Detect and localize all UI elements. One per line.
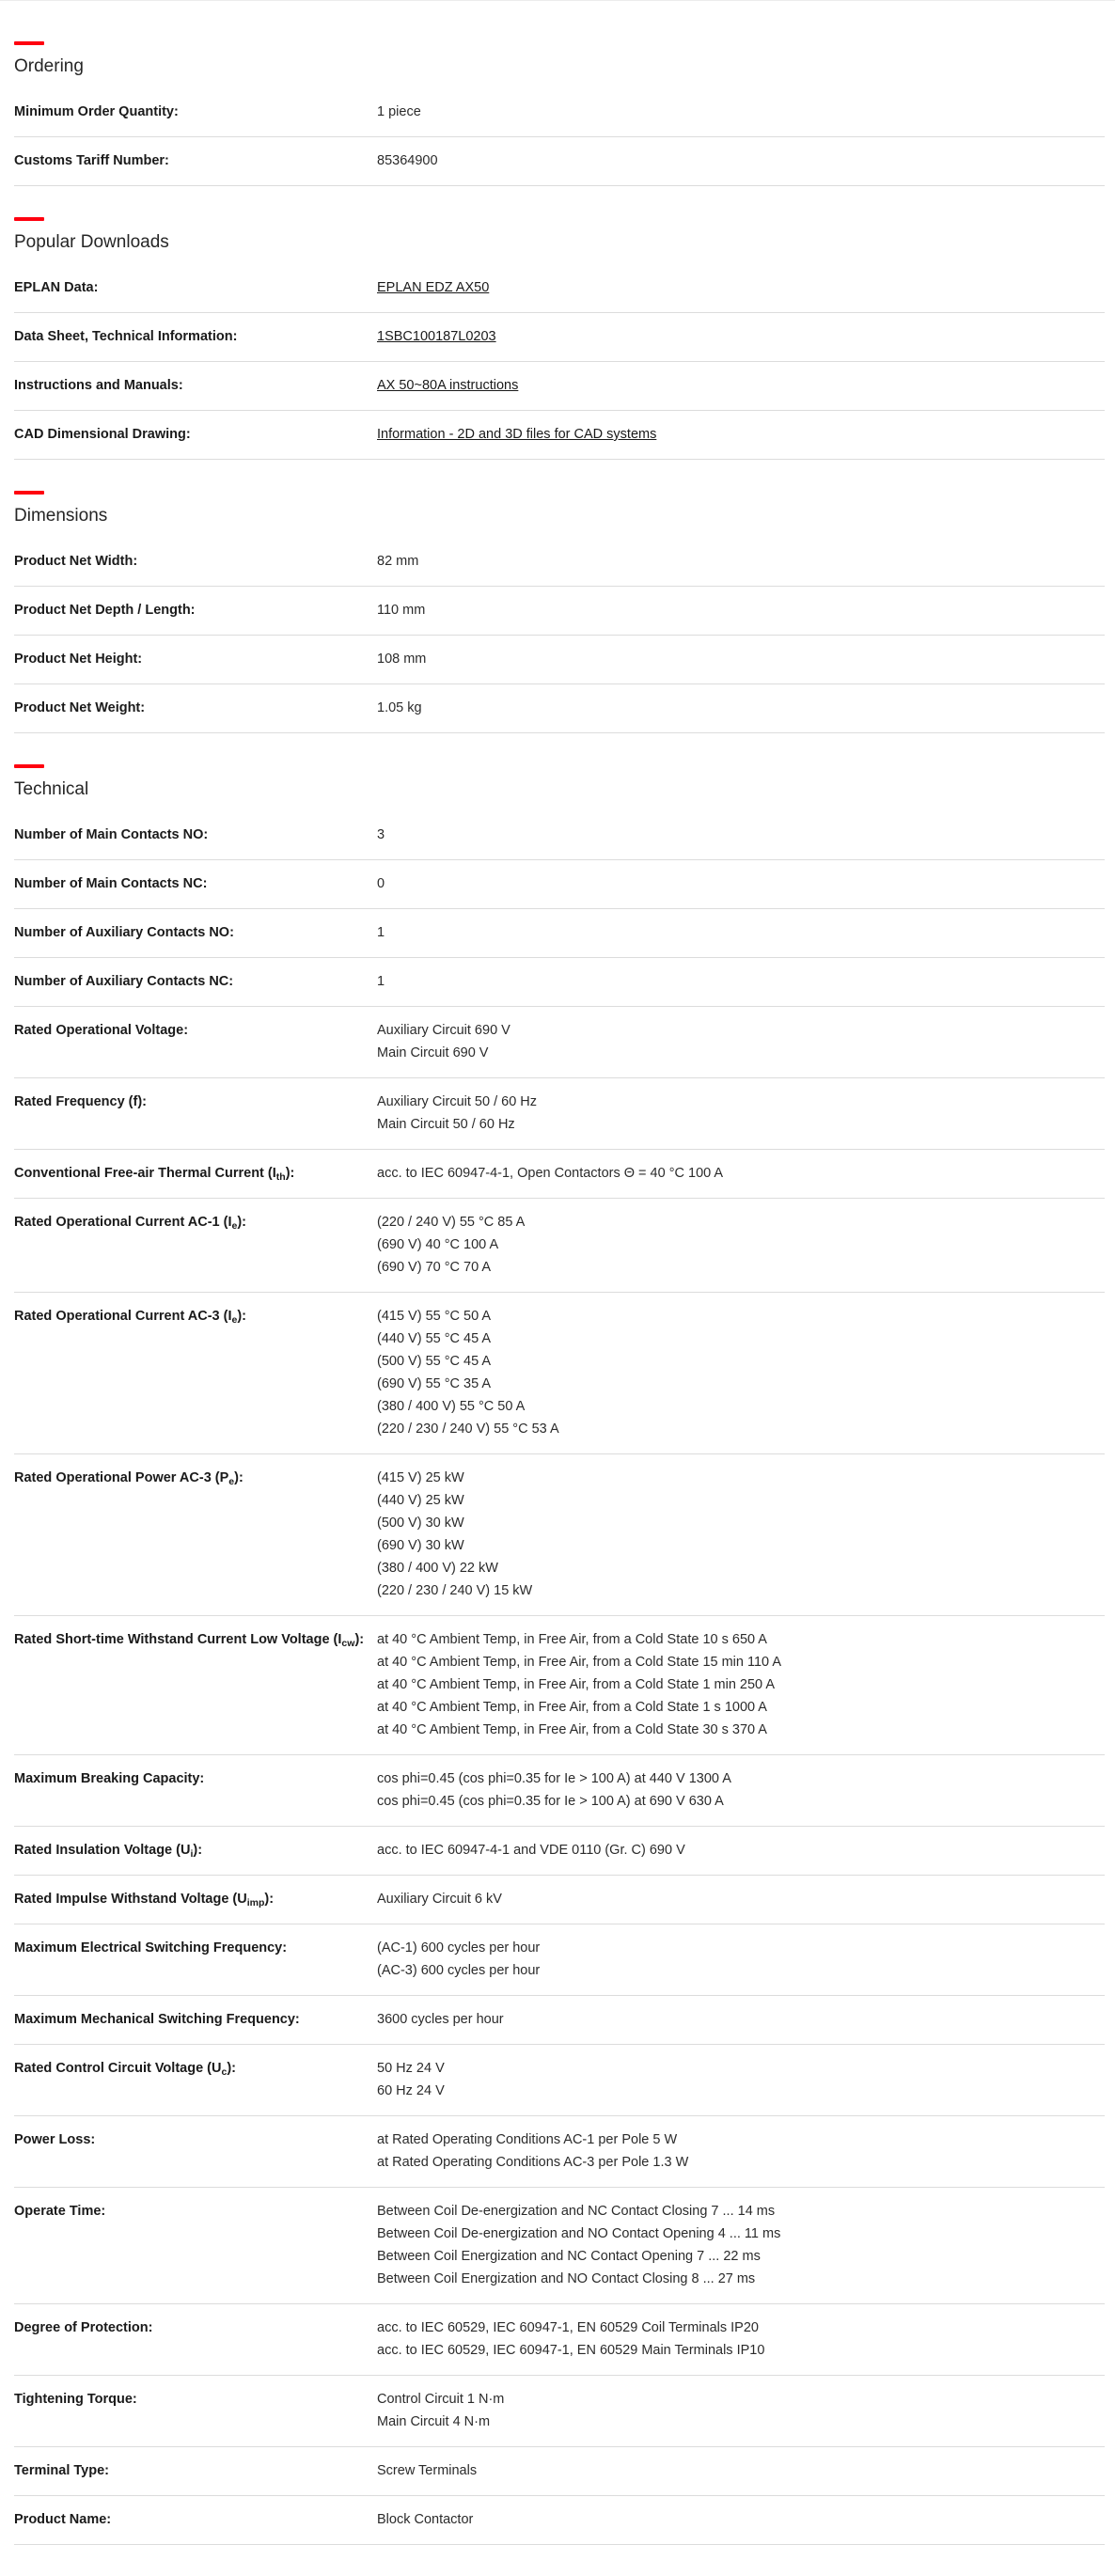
spec-label — [14, 101, 377, 123]
spec-label-text: Minimum Order Quantity: — [14, 104, 179, 119]
spec-label-text: Maximum Electrical Switching Frequency: — [14, 1940, 288, 1956]
spec-label-text: Tightening Torque: — [14, 2392, 137, 2407]
spec-value: acc. to IEC 60947-4-1 and VDE 0110 (Gr. C) 690 V — [377, 1843, 685, 1858]
spec-value: at 40 °C Ambient Temp, in Free Air, from a Cold State 1 s 1000 A — [377, 1700, 767, 1715]
spec-label — [14, 1467, 377, 1602]
spec-row — [14, 411, 1105, 460]
spec-value: 82 mm — [377, 554, 419, 569]
spec-values — [377, 1467, 1105, 1602]
spec-values — [377, 1767, 1105, 1813]
spec-values — [377, 149, 1105, 172]
spec-label-suffix: ): — [193, 1843, 203, 1858]
spec-label — [14, 2508, 377, 2531]
spec-value: acc. to IEC 60529, IEC 60947-1, EN 60529 Coil Terminals IP20 — [377, 2320, 759, 2335]
spec-value: 110 mm — [377, 603, 426, 618]
section-accent-bar — [14, 41, 44, 45]
spec-value: (220 / 230 / 240 V) 55 °C 53 A — [377, 1422, 559, 1437]
spec-value: Between Coil Energization and NO Contact Closing 8 ... 27 ms — [377, 2271, 756, 2286]
spec-label-text: Product Net Width: — [14, 554, 138, 569]
spec-row — [14, 137, 1105, 186]
spec-value: 60 Hz 24 V — [377, 2083, 445, 2098]
spec-row — [14, 1293, 1105, 1454]
spec-label-text: Number of Auxiliary Contacts NC: — [14, 974, 234, 989]
spec-label-text: EPLAN Data: — [14, 280, 99, 295]
spec-value: 50 Hz 24 V — [377, 2061, 445, 2076]
spec-row — [14, 636, 1105, 684]
spec-values — [377, 374, 1105, 397]
spec-value: (690 V) 40 °C 100 A — [377, 1237, 499, 1252]
spec-label — [14, 1628, 377, 1741]
spec-label-subscript: cw — [341, 1638, 355, 1649]
spec-value: (690 V) 70 °C 70 A — [377, 1260, 492, 1275]
spec-value: 85364900 — [377, 153, 438, 168]
spec-label — [14, 2057, 377, 2102]
spec-label-text: Rated Operational Voltage: — [14, 1023, 189, 1038]
spec-row — [14, 538, 1105, 587]
spec-row — [14, 909, 1105, 958]
spec-row — [14, 958, 1105, 1007]
spec-row — [14, 1007, 1105, 1078]
spec-values — [377, 423, 1105, 446]
spec-label — [14, 1305, 377, 1440]
spec-values — [377, 1305, 1105, 1440]
spec-label-subscript: c — [221, 2066, 228, 2078]
spec-row — [14, 2116, 1105, 2188]
spec-label-text: Number of Main Contacts NC: — [14, 876, 208, 891]
spec-value: 1 — [377, 925, 385, 940]
spec-label — [14, 697, 377, 719]
spec-label-text: Rated Operational Current AC-1 (I — [14, 1215, 232, 1230]
spec-values — [377, 2317, 1105, 2362]
spec-value: (440 V) 25 kW — [377, 1493, 464, 1508]
spec-label-text: Degree of Protection: — [14, 2320, 153, 2335]
spec-values — [377, 1839, 1105, 1861]
spec-label — [14, 2317, 377, 2362]
spec-value: acc. to IEC 60529, IEC 60947-1, EN 60529 Main Terminals IP10 — [377, 2343, 765, 2358]
spec-row — [14, 1876, 1105, 1924]
spec-label-subscript: th — [275, 1171, 286, 1183]
spec-label — [14, 1211, 377, 1279]
spec-label-text: Number of Auxiliary Contacts NO: — [14, 925, 234, 940]
spec-label-suffix: ): — [285, 1166, 295, 1181]
spec-label-suffix: ): — [237, 1309, 247, 1324]
spec-label-suffix: ): — [237, 1215, 247, 1230]
spec-values — [377, 2128, 1105, 2174]
spec-values — [377, 921, 1105, 944]
spec-label — [14, 276, 377, 299]
spec-values — [377, 2459, 1105, 2482]
spec-label — [14, 1767, 377, 1813]
spec-row — [14, 1150, 1105, 1199]
spec-values — [377, 2200, 1105, 2290]
spec-values — [377, 2008, 1105, 2031]
spec-values — [377, 550, 1105, 573]
spec-label — [14, 423, 377, 446]
spec-values — [377, 101, 1105, 123]
spec-value: Between Coil De-energization and NO Contact Opening 4 ... 11 ms — [377, 2226, 781, 2241]
spec-label-text: Product Name: — [14, 2512, 112, 2527]
spec-label — [14, 1839, 377, 1861]
spec-label-text: Customs Tariff Number: — [14, 153, 169, 168]
spec-row — [14, 1199, 1105, 1293]
spec-label-text: Terminal Type: — [14, 2463, 109, 2478]
section-ordering — [14, 41, 1105, 186]
spec-label-subscript: e — [231, 1220, 238, 1232]
spec-values — [377, 1019, 1105, 1064]
spec-label-text: Rated Operational Current AC-3 (I — [14, 1309, 232, 1324]
spec-value: at 40 °C Ambient Temp, in Free Air, from a Cold State 1 min 250 A — [377, 1677, 776, 1692]
spec-label-suffix: ): — [264, 1892, 275, 1907]
spec-values — [377, 1937, 1105, 1982]
spec-row — [14, 2304, 1105, 2376]
spec-row — [14, 587, 1105, 636]
section-dimensions — [14, 491, 1105, 733]
spec-values — [377, 2388, 1105, 2433]
spec-value: 108 mm — [377, 652, 427, 667]
spec-value: (AC-3) 600 cycles per hour — [377, 1963, 541, 1978]
spec-row — [14, 1755, 1105, 1827]
spec-row — [14, 264, 1105, 313]
spec-value: 0 — [377, 876, 385, 891]
download-link[interactable]: AX 50~80A instructions — [377, 378, 519, 393]
spec-value: Auxiliary Circuit 690 V — [377, 1023, 510, 1038]
spec-label-text: Number of Main Contacts NO: — [14, 827, 209, 842]
spec-values — [377, 1888, 1105, 1910]
spec-label-text: Rated Short-time Withstand Current Low Voltage (I — [14, 1632, 342, 1647]
spec-label — [14, 550, 377, 573]
spec-row — [14, 362, 1105, 411]
spec-values — [377, 1628, 1105, 1741]
spec-row — [14, 811, 1105, 860]
download-link[interactable]: Information - 2D and 3D files for CAD systems — [377, 427, 657, 442]
top-divider — [0, 0, 1115, 1]
spec-value: acc. to IEC 60947-4-1, Open Contactors Θ = 40 °C 100 A — [377, 1166, 724, 1181]
spec-values — [377, 970, 1105, 993]
spec-label — [14, 149, 377, 172]
spec-values — [377, 325, 1105, 348]
spec-label — [14, 2200, 377, 2290]
section-title: Dimensions — [14, 506, 108, 526]
spec-label — [14, 648, 377, 670]
download-link[interactable]: 1SBC100187L0203 — [377, 329, 496, 344]
spec-label — [14, 921, 377, 944]
spec-label-subscript: imp — [246, 1897, 265, 1908]
spec-label-text: Product Net Weight: — [14, 700, 146, 715]
spec-row — [14, 1996, 1105, 2045]
download-link[interactable]: EPLAN EDZ AX50 — [377, 280, 490, 295]
spec-label-text: Rated Control Circuit Voltage (U — [14, 2061, 222, 2076]
spec-value: (380 / 400 V) 22 kW — [377, 1561, 498, 1576]
spec-label-text: CAD Dimensional Drawing: — [14, 427, 191, 442]
spec-value: Between Coil Energization and NC Contact Opening 7 ... 22 ms — [377, 2249, 761, 2264]
spec-label — [14, 824, 377, 846]
section-technical — [14, 764, 1105, 2545]
spec-value: at 40 °C Ambient Temp, in Free Air, from a Cold State 10 s 650 A — [377, 1632, 767, 1647]
spec-label — [14, 970, 377, 993]
spec-value: Main Circuit 50 / 60 Hz — [377, 1117, 515, 1132]
spec-value: Main Circuit 690 V — [377, 1045, 489, 1060]
spec-label-text: Operate Time: — [14, 2204, 106, 2219]
section-title: Ordering — [14, 56, 84, 76]
section-title: Popular Downloads — [14, 232, 169, 252]
spec-label-subscript: e — [231, 1314, 238, 1326]
spec-label-text: Conventional Free-air Thermal Current (I — [14, 1166, 276, 1181]
spec-value: Control Circuit 1 N·m — [377, 2392, 505, 2407]
spec-value: 1 piece — [377, 104, 421, 119]
spec-label-text: Power Loss: — [14, 2132, 96, 2147]
spec-label — [14, 872, 377, 895]
spec-values — [377, 599, 1105, 621]
spec-label-suffix: ): — [227, 2061, 236, 2076]
section-accent-bar — [14, 491, 44, 495]
spec-value: (AC-1) 600 cycles per hour — [377, 1940, 541, 1956]
spec-value: 1.05 kg — [377, 700, 422, 715]
spec-row — [14, 1616, 1105, 1755]
spec-content — [14, 41, 1105, 2576]
spec-value: (440 V) 55 °C 45 A — [377, 1331, 492, 1346]
spec-row — [14, 1078, 1105, 1150]
spec-value: cos phi=0.45 (cos phi=0.35 for Ie > 100 A) at 440 V 1300 A — [377, 1771, 731, 1786]
spec-label-text: Maximum Mechanical Switching Frequency: — [14, 2012, 300, 2027]
spec-value: (220 / 240 V) 55 °C 85 A — [377, 1215, 526, 1230]
spec-row — [14, 860, 1105, 909]
section-accent-bar — [14, 764, 44, 768]
spec-label-text: Rated Insulation Voltage (U — [14, 1843, 191, 1858]
spec-value: (220 / 230 / 240 V) 15 kW — [377, 1583, 533, 1598]
spec-value: (500 V) 30 kW — [377, 1516, 464, 1531]
spec-value: Between Coil De-energization and NC Contact Closing 7 ... 14 ms — [377, 2204, 776, 2219]
spec-values — [377, 2057, 1105, 2102]
spec-value: at 40 °C Ambient Temp, in Free Air, from a Cold State 15 min 110 A — [377, 1655, 782, 1670]
spec-label-text: Maximum Breaking Capacity: — [14, 1771, 205, 1786]
spec-row — [14, 1454, 1105, 1616]
spec-value: Auxiliary Circuit 50 / 60 Hz — [377, 1094, 538, 1109]
spec-row — [14, 2188, 1105, 2304]
spec-value: cos phi=0.45 (cos phi=0.35 for Ie > 100 A) at 690 V 630 A — [377, 1794, 724, 1809]
spec-label-text: Product Net Height: — [14, 652, 143, 667]
spec-values — [377, 276, 1105, 299]
spec-label — [14, 2459, 377, 2482]
spec-row — [14, 88, 1105, 137]
spec-label — [14, 1937, 377, 1982]
spec-label-text: Instructions and Manuals: — [14, 378, 183, 393]
spec-row — [14, 1827, 1105, 1876]
section-title: Technical — [14, 779, 89, 799]
spec-label-subscript: e — [228, 1476, 235, 1487]
section-accent-bar — [14, 217, 44, 221]
spec-row — [14, 2376, 1105, 2447]
spec-label-text: Product Net Depth / Length: — [14, 603, 196, 618]
spec-value: Auxiliary Circuit 6 kV — [377, 1892, 502, 1907]
spec-label — [14, 2128, 377, 2174]
spec-label — [14, 599, 377, 621]
spec-value: (380 / 400 V) 55 °C 50 A — [377, 1399, 526, 1414]
spec-label — [14, 374, 377, 397]
spec-value: at Rated Operating Conditions AC-1 per Pole 5 W — [377, 2132, 678, 2147]
spec-row — [14, 2447, 1105, 2496]
spec-value: (415 V) 55 °C 50 A — [377, 1309, 492, 1324]
spec-value: (500 V) 55 °C 45 A — [377, 1354, 492, 1369]
spec-label-text: Data Sheet, Technical Information: — [14, 329, 238, 344]
spec-row — [14, 684, 1105, 733]
spec-value: Screw Terminals — [377, 2463, 478, 2478]
spec-value: 3600 cycles per hour — [377, 2012, 504, 2027]
spec-values — [377, 648, 1105, 670]
spec-label-text: Rated Impulse Withstand Voltage (U — [14, 1892, 247, 1907]
spec-row — [14, 2496, 1105, 2545]
spec-values — [377, 697, 1105, 719]
spec-label-text: Rated Frequency (f): — [14, 1094, 147, 1109]
spec-values — [377, 1091, 1105, 1136]
spec-label — [14, 1091, 377, 1136]
spec-label-suffix: ): — [234, 1470, 243, 1485]
spec-value: Block Contactor — [377, 2512, 474, 2527]
spec-label — [14, 1019, 377, 1064]
spec-row — [14, 1924, 1105, 1996]
spec-label-text: Rated Operational Power AC-3 (P — [14, 1470, 229, 1485]
section-popular-downloads — [14, 217, 1105, 460]
spec-label — [14, 1888, 377, 1910]
spec-label — [14, 325, 377, 348]
spec-values — [377, 824, 1105, 846]
spec-row — [14, 2045, 1105, 2116]
spec-label — [14, 1162, 377, 1185]
spec-row — [14, 313, 1105, 362]
spec-value: Main Circuit 4 N·m — [377, 2414, 491, 2429]
spec-value: (690 V) 55 °C 35 A — [377, 1376, 492, 1391]
spec-value: (415 V) 25 kW — [377, 1470, 464, 1485]
spec-value: (690 V) 30 kW — [377, 1538, 464, 1553]
spec-values — [377, 1162, 1105, 1185]
spec-label-subscript: i — [190, 1848, 194, 1860]
spec-label — [14, 2008, 377, 2031]
spec-values — [377, 2508, 1105, 2531]
spec-label-suffix: ): — [354, 1632, 365, 1647]
spec-values — [377, 1211, 1105, 1279]
spec-value: at Rated Operating Conditions AC-3 per Pole 1.3 W — [377, 2155, 689, 2170]
spec-value: 3 — [377, 827, 385, 842]
spec-value: at 40 °C Ambient Temp, in Free Air, from a Cold State 30 s 370 A — [377, 1722, 767, 1737]
spec-values — [377, 872, 1105, 895]
spec-value: 1 — [377, 974, 385, 989]
spec-label — [14, 2388, 377, 2433]
